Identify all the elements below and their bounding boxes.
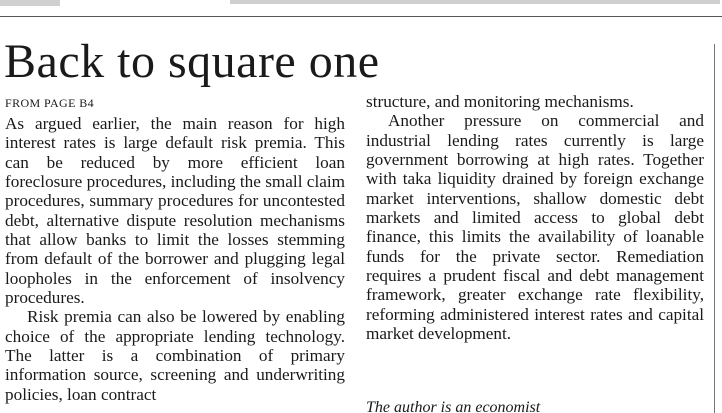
paragraph-risk-premia: Risk premia can also be lowered by enabling choice of the appropriate lending technology. The latter is a combination of primary information source, screening and underwriting policies, loan contract xyxy=(5,307,345,404)
page-header-fragment-left xyxy=(0,0,60,6)
column-rule-right xyxy=(714,44,715,413)
paragraph-continued: structure, and monitoring mechanisms. xyxy=(366,92,634,111)
author-byline: The author is an economist xyxy=(366,399,541,413)
top-divider xyxy=(0,16,722,17)
article-column-right xyxy=(366,92,704,343)
continuation-kicker: FROM PAGE B4 xyxy=(5,96,95,110)
article-headline: Back to square one xyxy=(4,35,380,88)
article-column-left xyxy=(5,114,345,404)
page-header-fragment-right xyxy=(230,0,720,4)
paragraph-lending-pressure: Another pressure on commercial and industrial lending rates currently is large government borrowing at high rates. Together with taka liquidity drained by foreign exchange market interventions, shallow domestic debt markets and limited access to global debt finance, this limits the availability of loanable funds for the private sector. Remediation requires a prudent fiscal and debt management framework, greater exchange rate flexibility, reforming administered interest rates and capital market development. xyxy=(366,111,704,344)
previous-section-fragment xyxy=(0,0,722,10)
paragraph-default-risk: As argued earlier, the main reason for high interest rates is large default risk premia. This can be reduced by more efficient loan foreclosure procedures, including the small claim procedures, summary procedures for uncontested debt, alternative dispute resolution mechanisms that allow banks to limit the losses stemming from default of the borrower and plugging legal loopholes in the enforcement of insolvency procedures. xyxy=(5,114,345,308)
